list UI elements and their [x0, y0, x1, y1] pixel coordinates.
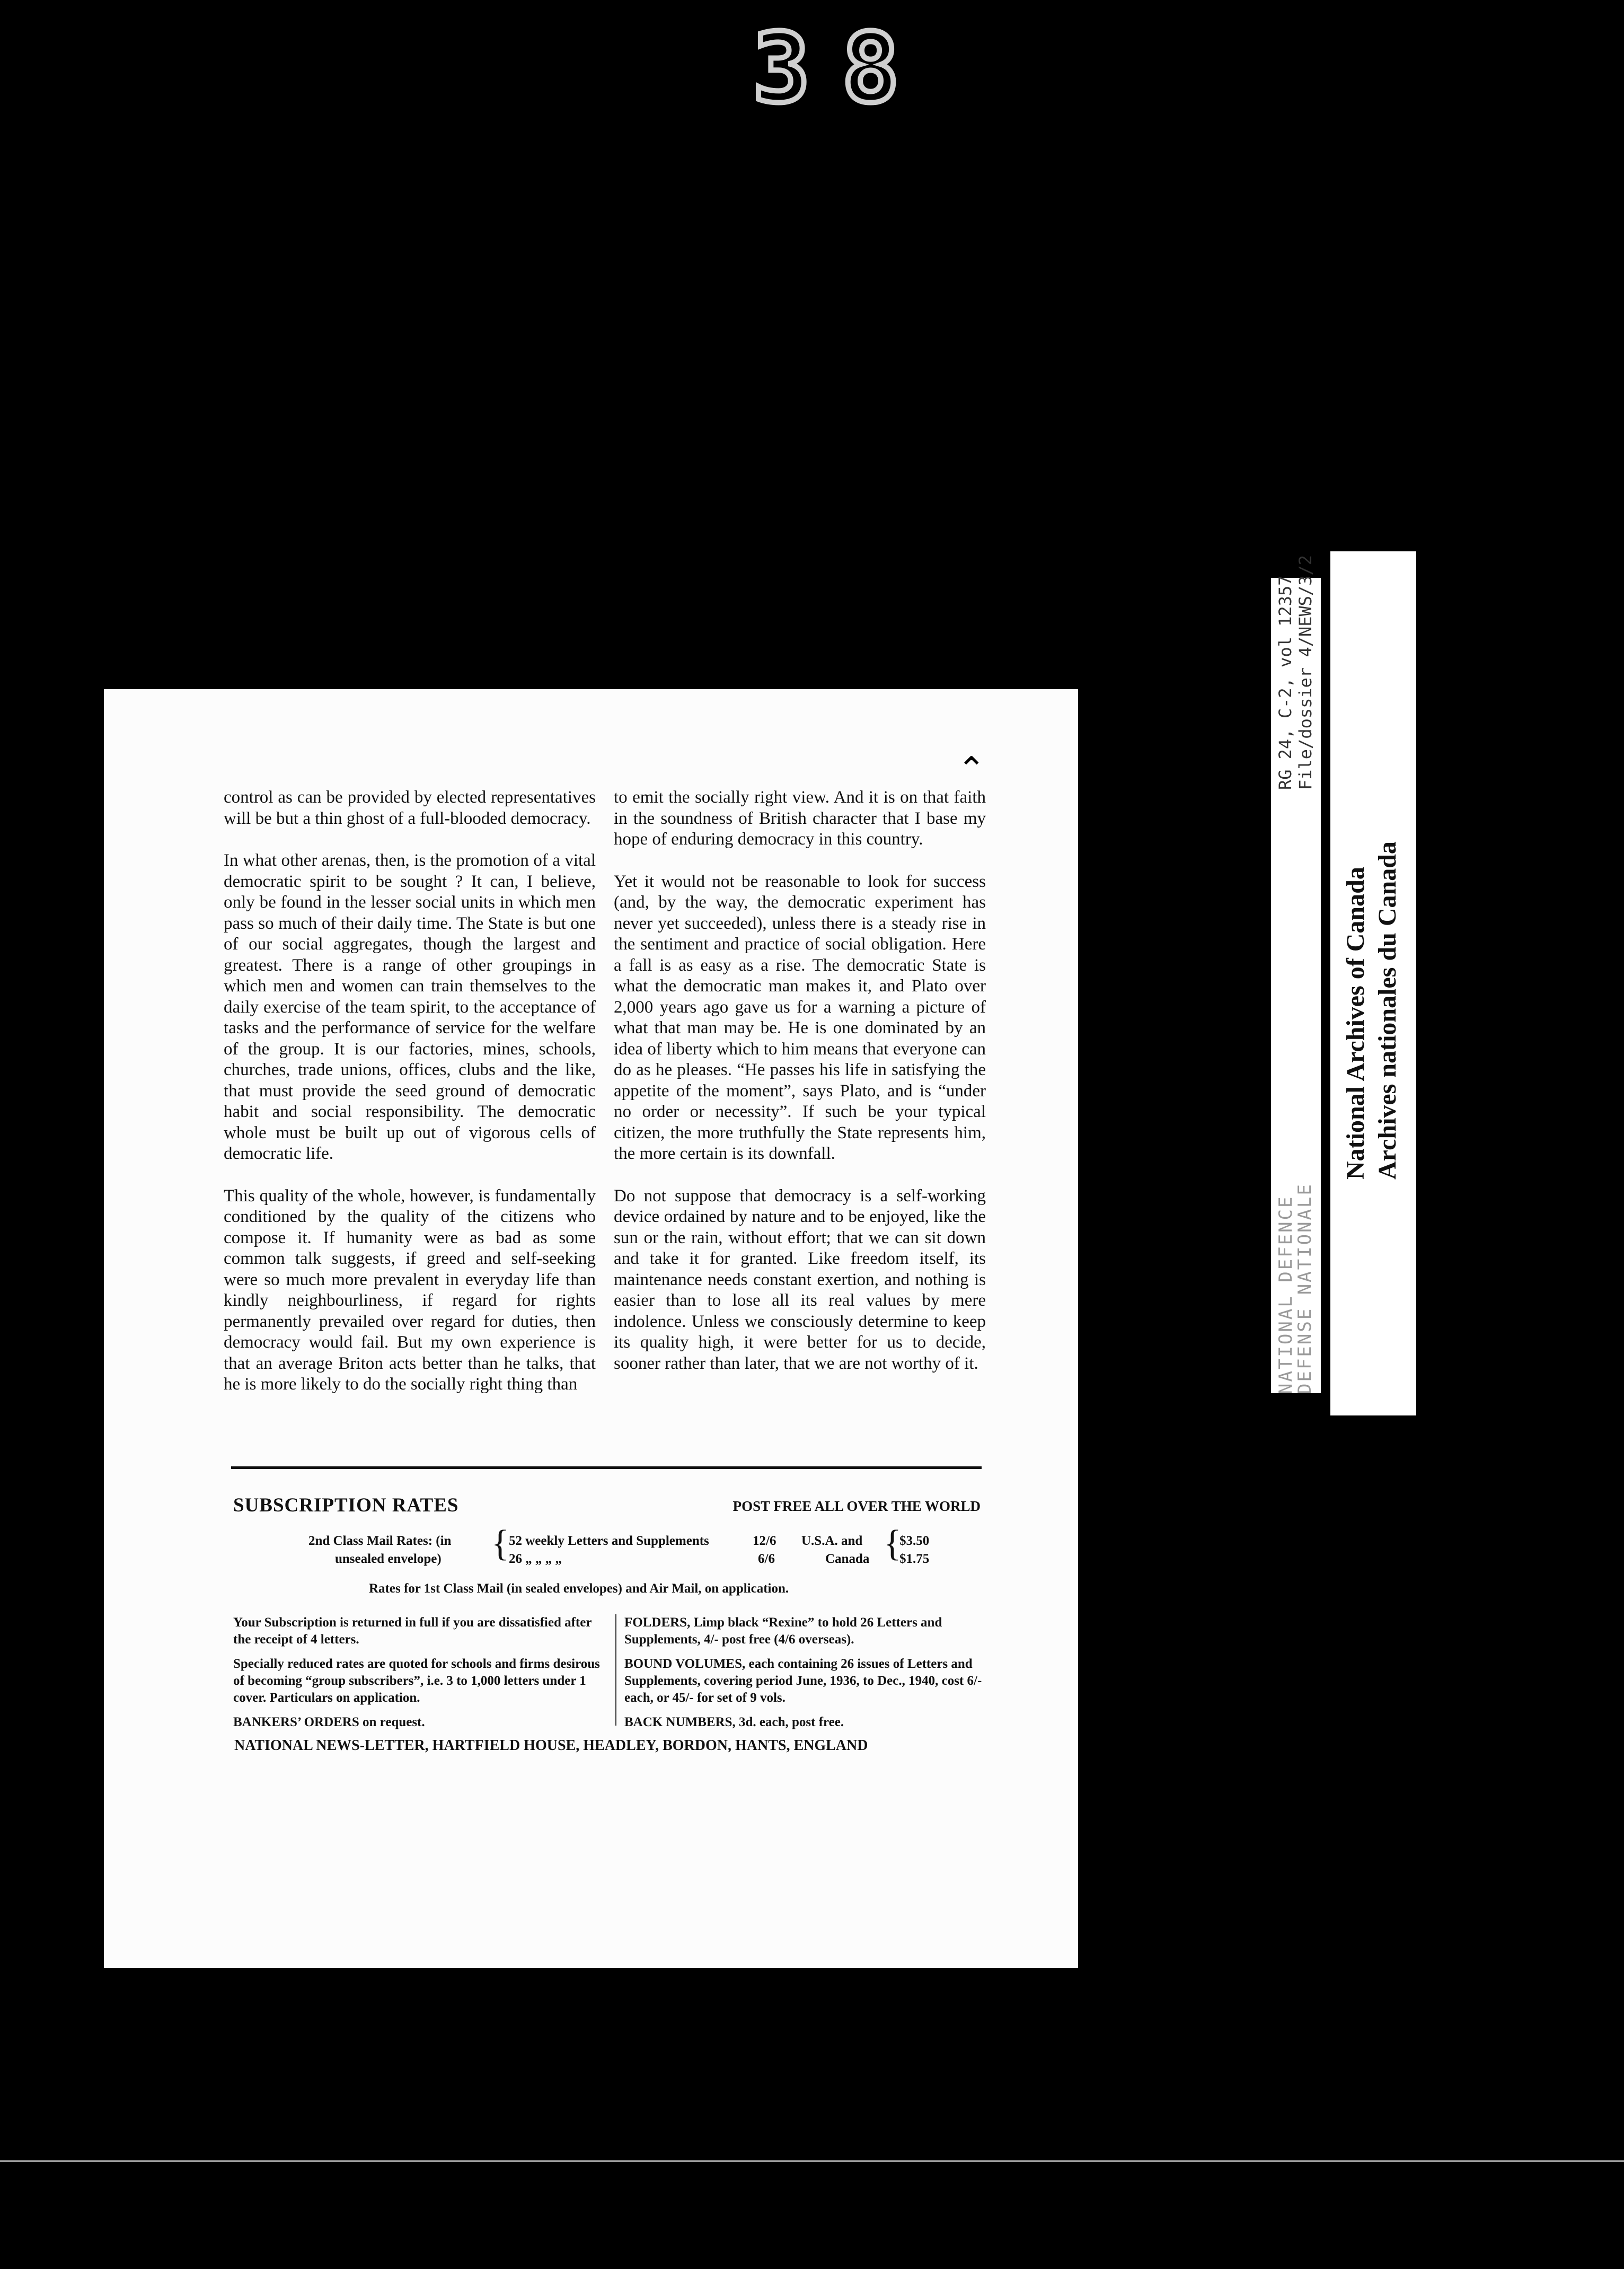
reference-line: File/dossier 4/NEWS/3/2 — [1295, 555, 1316, 790]
bankers-orders-note: BANKERS’ ORDERS on request. — [233, 1715, 425, 1729]
rate-usd: $1.75 — [899, 1552, 930, 1566]
rates-row — [308, 1550, 930, 1568]
rate-desc: 52 weekly Letters and Supplements — [509, 1534, 709, 1548]
archive-reference — [1275, 555, 1316, 790]
brace-icon: { — [884, 1523, 902, 1564]
paragraph: control as can be provided by elected representatives will be but a thin ghost of a full-blooded democracy. — [224, 788, 596, 828]
pencil-check-mark: ⌃ — [957, 751, 986, 788]
paragraph: This quality of the whole, however, is fundamentally conditioned by the quality of the citizens who compose it. If humanity were as bad as some common talk suggests, if greed and self-seeking were so much more prevalent in everyday life than kindly neighbourliness, if regard for rights permanently prevailed over regard for duties, then democracy would fail. But my own experience is that an average Briton acts better than he talks, that he is more likely to do the socially right thing than — [224, 1186, 596, 1394]
right-column — [614, 787, 986, 1374]
group-rates-note: Specially reduced rates are quoted for schools and firms desirous of becoming “group subscribers”, i.e. 3 to 1,000 letters under 1 cover. Particulars on application. — [233, 1657, 600, 1705]
archive-label-line: National Archives of Canada — [1341, 867, 1370, 1180]
publisher-address: NATIONAL NEWS-LETTER, HARTFIELD HOUSE, HEADLEY, BORDON, HANTS, ENGLAND — [234, 1737, 868, 1754]
archive-label-text — [1340, 841, 1404, 1180]
brace-icon: { — [491, 1523, 509, 1564]
rate-region: U.S.A. and — [801, 1534, 863, 1548]
rate-desc: 26 „ „ „ „ — [509, 1552, 562, 1566]
paragraph: Yet it would not be reasonable to look for success (and, by the way, the democratic experiment has never yet succeeded), unless there is a steady rise in the sentiment and practice of social obligation. Here a fall is as easy as a rise. The democratic State is what the democratic man makes it, and Plato over 2,000 years ago gave us for a warning a picture of what that man may be. He is one dominated by an idea of liberty which to him means that everyone can do as he pleases. “He passes his life in satisfying the appetite of the moment”, says Plato, and is “under no order or necessity”. If such be your typical citizen, the more truthfully the State represents him, the more certain is its downfall. — [614, 872, 986, 1163]
paragraph: In what other arenas, then, is the promotion of a vital democratic spirit to be sought ? It can, I believe, only be found in the lesser social units in which men pass so much of their daily time. The State is but one of our social aggregates, though the largest and greatest. There is a range of other groupings in which men and women can train themselves to the daily exercise of the team spirit, to the acceptance of tasks and the performance of service for the welfare of the group. It is our factories, mines, schools, churches, trade unions, offices, clubs and the like, that must provide the seed ground of democratic habit and social responsibility. The democratic whole must be built up out of vigorous cells of democratic life. — [224, 851, 596, 1163]
first-class-note: Rates for 1st Class Mail (in sealed envelopes) and Air Mail, on application. — [369, 1581, 789, 1596]
frame-number: 38 — [753, 13, 931, 124]
vertical-divider — [615, 1614, 616, 1726]
rate-label: unsealed envelope) — [335, 1552, 442, 1566]
department-stamp — [1276, 1183, 1314, 1394]
archive-reference-stamp — [1271, 555, 1321, 1394]
rate-usd: $3.50 — [899, 1534, 930, 1548]
rate-label: 2nd Class Mail Rates: (in — [308, 1534, 452, 1548]
paragraph: to emit the socially right view. And it is on that faith in the soundness of British character that I base my hope of enduring democracy in this country. — [614, 788, 986, 849]
rate-price: 12/6 — [753, 1534, 776, 1548]
archive-label-line: Archives nationales du Canada — [1373, 841, 1401, 1180]
left-column — [224, 787, 596, 1395]
document-page — [104, 689, 1078, 1968]
folders-note: FOLDERS, Limp black “Rexine” to hold 26 Letters and Supplements, 4/- post free (4/6 overseas). — [624, 1615, 942, 1647]
subscription-info-right — [624, 1614, 987, 1738]
bound-volumes-note: BOUND VOLUMES, each containing 26 issues of Letters and Supplements, covering period June, 1936, to Dec., 1940, cost 6/- each, or 45/- for set of 9 vols. — [624, 1657, 982, 1705]
rate-price: 6/6 — [758, 1552, 775, 1566]
refund-note: Your Subscription is returned in full if you are dissatisfied after the receipt of 4 letters. — [233, 1615, 592, 1647]
rate-region: Canada — [825, 1552, 870, 1566]
archive-label — [1330, 551, 1416, 1415]
post-free-note: POST FREE ALL OVER THE WORLD — [732, 1498, 981, 1514]
paragraph: Do not suppose that democracy is a self-working device ordained by nature and to be enjoyed, like the sun or the rain, without effort; that we can sit down and take it for granted. Like freedom itself, its maintenance needs constant exertion, and nothing is easier than to lose all its real values by mere indolence. Unless we consciously determine to keep its quality high, it were better for us to decide, sooner rather than later, that we are not worthy of it. — [614, 1186, 986, 1373]
film-edge-line — [0, 2160, 1624, 2162]
reference-line: RG 24, C-2, vol 12357 — [1275, 575, 1295, 790]
subscription-info-left — [233, 1614, 604, 1738]
department-line: DEFENSE NATIONALE — [1294, 1183, 1316, 1394]
rates-table — [308, 1523, 930, 1568]
department-line: NATIONAL DEFENCE — [1275, 1195, 1296, 1394]
subscription-title: SUBSCRIPTION RATES — [233, 1494, 459, 1516]
back-numbers-note: BACK NUMBERS, 3d. each, post free. — [624, 1715, 844, 1729]
section-divider — [231, 1466, 982, 1469]
